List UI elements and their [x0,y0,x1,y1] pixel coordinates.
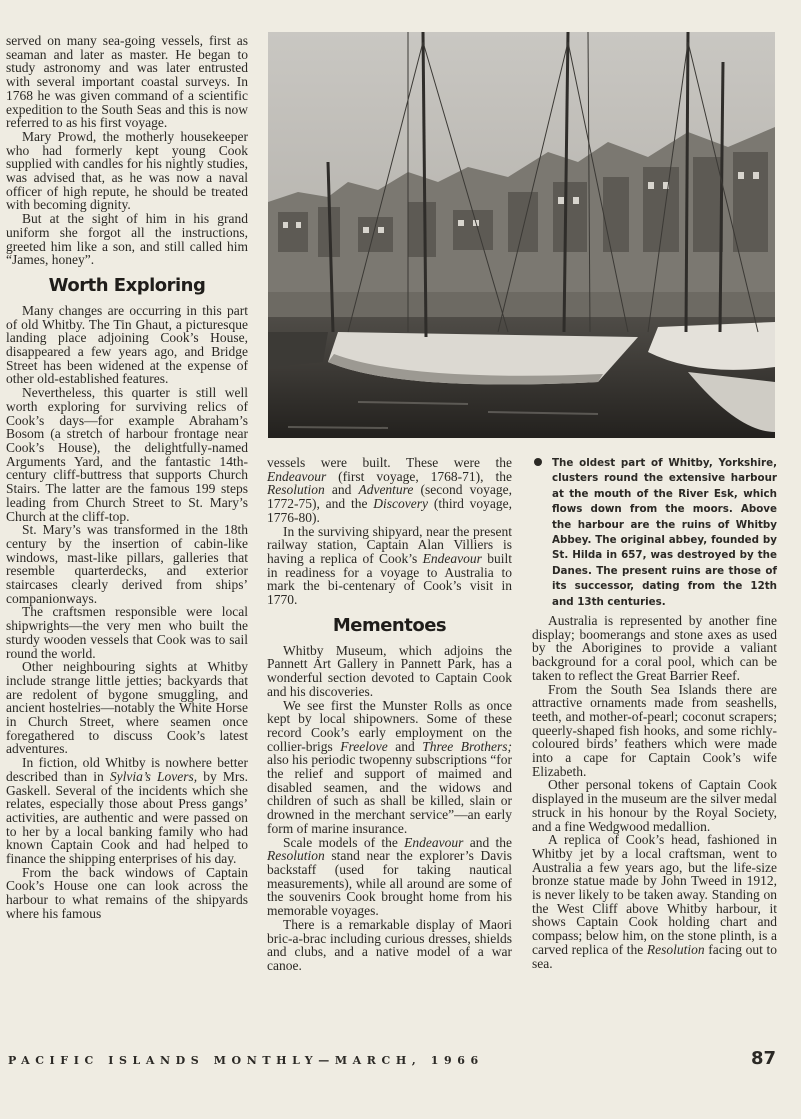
harbour-photo [268,32,775,438]
paragraph [6,756,248,866]
text-run: by Mrs. Gaskell. Several of the incidents which she relates, especially those about Press gangs’ activities, are authentic and were passed on to her by a local banking family who had known Captain Cook and had helped to finance the shipping enterprises of his day. [6,768,248,867]
paragraph [532,833,777,970]
column-3 [532,614,777,970]
text-run: facing out to sea. [532,941,777,971]
text-run: and [387,738,423,754]
text-run: In fiction, old Whitby is nowhere better described than in [6,755,248,784]
text-run: and [324,482,359,498]
paragraph: Whitby Museum, which adjoins the Pannett Art Gallery in Pannett Park, has a wonderful section devoted to Captain Cook and his discoveries. [267,642,512,699]
paragraph: served on many sea-going vessels, first as seaman and later as master. He began to study astronomy and was later entrusted with several important coastal surveys. In 1768 he was given command of a scientific expedition to the South Seas and this is now referred to as his first voyage. [6,33,248,131]
paragraph: There is a remarkable display of Maori bric-a-brac including curious dresses, shields and clubs, and a native model of a war canoe. [267,916,512,973]
ship-name: Endeavour [404,834,464,850]
paragraph: Nevertheless, this quarter is still well worth exploring for surviving relics of Cook’s days—for example Abraham’s Bosom (a stretch of harbour frontage near Cook’s House), the delightfully-named Arguments Yard, and the fantastic 14th-century cliff-buttress that supports Church Stairs. The latter are the famous 199 steps leading from Church Street to St. Mary’s Church at the cliff-top. [6,385,248,524]
paragraph [267,456,512,525]
ship-name: Adventure [358,482,414,498]
paragraph: The craftsmen responsible were local shipwrights—the very men who built the sturdy wooden vessels that Cook was to sail round the world. [6,604,248,661]
paragraph: Australia is represented by another fine display; boomerangs and stone axes as used by the Aborigines to provide a valiant background for a coral pool, which can be taken to reflect the Great Barrier Reef. [532,613,777,683]
ship-name: Resolution [267,848,325,864]
text-run: A replica of Cook’s head, fashioned in Whitby jet by a local craftsman, went to Australia a few years ago, but the life-size bronze statue made by John Tweed in 1912, is never likely to be taken away. Standing on the West Cliff above Whitby harbour, it shows Captain Cook holding chart and compass; below him, on the stone plinth, is a carved replica of the [532,832,777,957]
column-1 [6,34,248,921]
paragraph: From the back windows of Captain Cook’s House one can look across the harbour to what remains of the shipyards where his famous [6,864,248,921]
text-run: In the surviving shipyard, near the present railway station, Captain Alan Villiers is having a replica of Cook’s [267,523,512,566]
paragraph [267,525,512,607]
text-run: and the [463,834,512,850]
subheading-mementoes: Mementoes [332,614,447,636]
column-2 [267,456,512,973]
text-run: (third voyage, 1776-80). [267,496,512,525]
paragraph: Many changes are occurring in this part of old Whitby. The Tin Ghaut, a picturesque landing place adjoining Cook’s House, disappeared a few years ago, and Bridge Street has been widened at the expense of other old-established features. [6,302,248,387]
ship-name: Endeavour [422,550,482,566]
ship-name: Resolution [646,941,705,957]
text-run: also his periodic twopenny subscriptions “for the relief and support of maimed and disabled seamen, and the widows and children of such as shall be killed, slain or drowned in the merchant service”—an early form of marine insurance. [267,752,512,836]
paragraph: St. Mary’s was transformed in the 18th century by the insertion of cabin-like windows, mast-like pillars, galleries that resemble quarterdecks, and exterior staircases clearly derived from ships’ companionways. [6,522,248,606]
paragraph [267,836,512,918]
text-run: built in readiness for a voyage to Australia to mark the bi-centenary of Cook’s visit in 1770. [267,550,512,608]
paragraph: Other neighbouring sights at Whitby include strange little jetties; backyards that are redolent of bygone smuggling, and ancient hostelries—notably the White Horse in Church Street, where seamen once foregathered to discuss Cook’s latest adventures. [6,659,248,757]
paragraph [267,699,512,836]
paragraph: Other personal tokens of Captain Cook displayed in the museum are the silver medal struck in his honour by the Royal Society, and a fine Wedgwood medallion. [532,777,777,834]
text-run: vessels were built. These were the [267,455,512,470]
text-run: (second voyage, 1772-75), and the [267,482,512,512]
ship-name: Freelove [340,738,388,754]
ship-name: Three Brothers; [422,738,512,754]
ship-name: Endeavour [267,468,327,484]
page-footer [8,1048,776,1076]
paragraph: From the South Sea Islands there are attractive ornaments made from seashells, teeth, and mother-of-pearl; coconut scrapers; queerly-shaped fish hooks, and some richly-coloured birds’ feathers which were made into a cape for Captain Cook’s wife Elizabeth. [532,681,777,779]
text-run: stand near the explorer’s Davis backstaff (used for taking nautical measurements), while all around are some of the souvenirs Cook brought home from his memorable voyages. [267,848,512,919]
paragraph: Mary Prowd, the motherly housekeeper who had formerly kept young Cook supplied with candles for his nightly studies, was advised that, as he was now a naval officer of high repute, he should be treated with becoming dignity. [6,128,248,213]
bullet-icon [534,458,542,466]
harbour-photo-graphic [268,32,775,438]
ship-name: Discovery [373,496,429,512]
photo-caption [534,456,777,610]
text-run: (first voyage, 1768-71), the [326,468,512,484]
ship-name: Resolution [267,482,325,498]
text-run: We see first the Munster Rolls as once kept by local shipowners. Some of these record Cook’s early employment on the collier-brigs [267,697,512,754]
book-title: Sylvia’s Lovers, [109,768,198,784]
masthead: PACIFIC ISLANDS MONTHLY—MARCH, 1966 [8,1054,484,1067]
paragraph: But at the sight of him in his grand uniform she forgot all the instructions, greeted him like a son, and still called him “James, honey”. [6,211,248,268]
page-number: 87 [750,1048,776,1069]
caption-text: The oldest part of Whitby, Yorkshire, clusters round the extensive harbour at the mouth of the River Esk, which flows down from the moors. Above the harbour are the ruins of Whitby Abbey. The original abbey, founded by St. Hilda in 657, was destroyed by the Danes. The present ruins are those of its successor, dating from the 12th and 13th centuries. [552,457,777,608]
text-run: Scale models of the [283,834,405,850]
subheading-worth-exploring: Worth Exploring [48,274,206,296]
